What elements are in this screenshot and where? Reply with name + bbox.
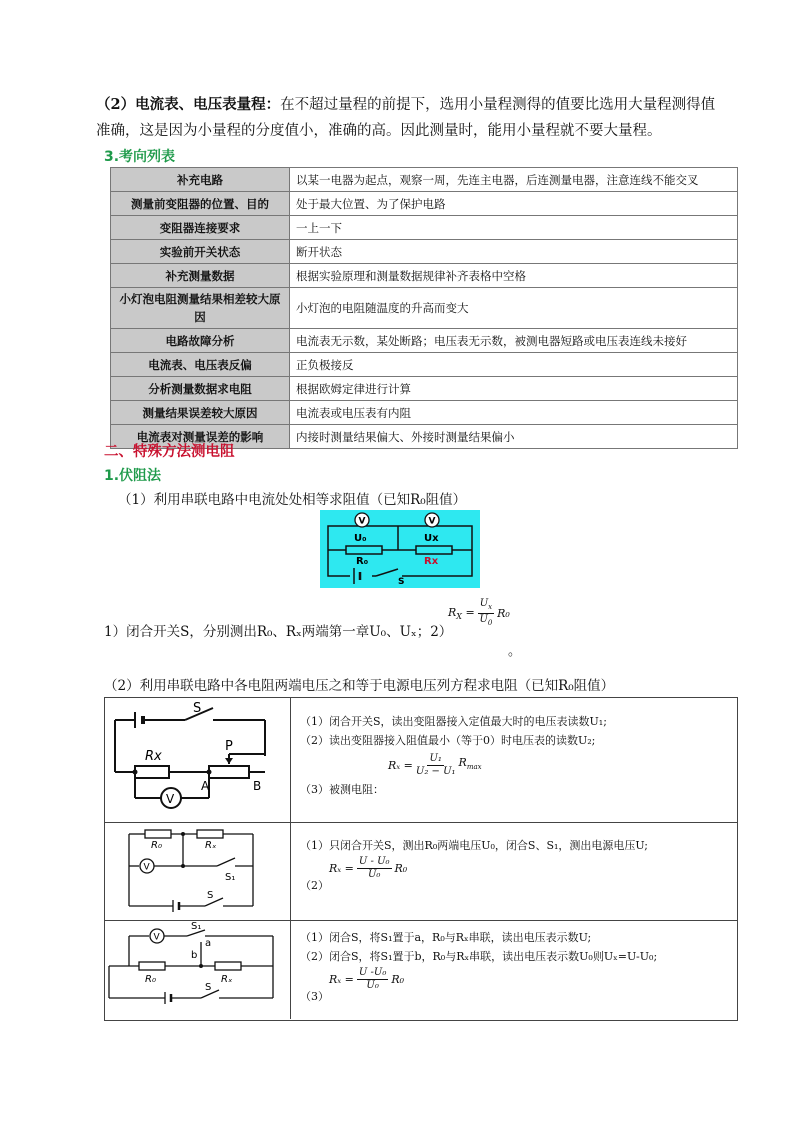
table-row: [111, 401, 738, 425]
table-key: 电路故障分析: [111, 329, 290, 353]
circuit-2-diagram: [105, 698, 290, 822]
intro-text: 在不超过量程的前提下，选用小量程测得的值要比选用大量程测得值准确，这是因为小量程的分度值小，准确的高。因此测量时，能用小量程就不要大量程。: [96, 97, 716, 139]
table-row: [111, 216, 738, 240]
svg-text:A: A: [201, 779, 210, 793]
table-value: 电流表无示数，某处断路；电压表无示数，被测电器短路或电压表连线未接好: [290, 329, 738, 353]
row1-step3: （3）被测电阻：: [300, 783, 384, 796]
row2-step1: （1）只闭合开关S，测出R₀两端电压U₀，闭合S、S₁，测出电源电压U;: [300, 839, 648, 852]
svg-text:V: V: [153, 932, 160, 943]
table-row: [111, 377, 738, 401]
svg-text:P: P: [225, 739, 233, 754]
table-value: 根据实验原理和测量数据规律补齐表格中空格: [290, 264, 738, 288]
svg-text:Rx: Rx: [145, 749, 162, 764]
row2-step2: （2） Rₓ = $\frac{\text{U - U₀}}{\text{U₀}}$ R₀: [300, 855, 408, 892]
section-3-title: 3.考向列表: [104, 149, 176, 165]
formula-rx-diff-1: Rₓ = $\frac{\text{U - U₀}}{\text{U₀}}$ R₀: [329, 855, 408, 880]
method-table: [104, 697, 738, 1021]
circuit-1-diagram: [320, 510, 480, 588]
method-1-title: （1）利用串联电路中电流处处相等求阻值（已知R₀阻值）: [118, 492, 467, 508]
table-value: 处于最大位置、为了保护电路: [290, 192, 738, 216]
r0-label: R₀: [356, 556, 369, 567]
table-row: [111, 288, 738, 329]
table-value: 内接时测量结果偏大、外接时测量结果偏小: [290, 425, 738, 449]
s-label: S: [398, 577, 405, 587]
svg-text:V: V: [166, 792, 175, 806]
svg-text:V: V: [143, 862, 150, 873]
svg-text:R₀: R₀: [151, 840, 162, 851]
row1-step1: （1）闭合开关S，读出变阻器接入定值最大时的电压表读数U₁;: [300, 715, 607, 728]
svg-text:Rₓ: Rₓ: [205, 840, 217, 851]
v-label-1: V: [358, 516, 366, 527]
table-key: 变阻器连接要求: [111, 216, 290, 240]
svg-text:S: S: [193, 701, 202, 716]
sub-1-title: 1.伏阻法: [104, 468, 162, 484]
table-row: [111, 240, 738, 264]
table-key: 补充电路: [111, 168, 290, 192]
svg-text:S: S: [207, 890, 214, 901]
svg-text:S₁: S₁: [191, 921, 202, 932]
table-row: [111, 353, 738, 377]
table-key: 分析测量数据求电阻: [111, 377, 290, 401]
circuit-3-diagram: [105, 822, 290, 920]
table-value: 小灯泡的电阻随温度的升高而变大: [290, 288, 738, 329]
row3-step3: （3） Rₓ = $\frac{\text{U -U₀}}{\text{U₀}}$ R₀: [300, 966, 405, 1003]
method-row-1: [105, 698, 737, 823]
table-value: 根据欧姆定律进行计算: [290, 377, 738, 401]
table-key: 电流表对测量误差的影响: [111, 425, 290, 449]
row3-step2: （2）闭合S，将S₁置于b，R₀与Rₓ串联，读出电压表示数U₀则Uₓ=U-U₀;: [300, 950, 658, 963]
v-label-2: V: [428, 516, 436, 527]
u0-label: U₀: [354, 533, 367, 544]
formula-rx-diff-2: Rₓ = $\frac{\text{U -U₀}}{\text{U₀}}$ R₀: [329, 966, 405, 991]
period-mark: 。: [508, 644, 522, 659]
table-row: [111, 168, 738, 192]
row3-step1: （1）闭合S，将S₁置于a，R₀与Rₓ串联，读出电压表示数U;: [300, 931, 592, 944]
formula-rx-max: Rₓ = $\frac{\text{U₁}}{\text{U₂ − U₁}}$ $R_{max}$: [388, 752, 482, 777]
svg-text:a: a: [205, 938, 212, 949]
table-row: [111, 264, 738, 288]
svg-text:S: S: [205, 982, 212, 993]
table-key: 实验前开关状态: [111, 240, 290, 264]
ux-label: Ux: [424, 533, 439, 544]
table-row: [111, 192, 738, 216]
method-row-2: [105, 822, 737, 921]
intro-paragraph: [96, 92, 728, 144]
table-key: 补充测量数据: [111, 264, 290, 288]
intro-label: （2）电流表、电压表量程：: [96, 96, 281, 113]
svg-text:Rₓ: Rₓ: [221, 974, 233, 985]
table-value: 一上一下: [290, 216, 738, 240]
section-2-title: 二、特殊方法测电阻: [104, 444, 235, 460]
table-value: 电流表或电压表有内阻: [290, 401, 738, 425]
table-key: 测量结果误差较大原因: [111, 401, 290, 425]
svg-text:b: b: [191, 950, 198, 961]
rx-label: Rx: [424, 556, 439, 567]
table-value: 断开状态: [290, 240, 738, 264]
table-value: 以某一电器为起点，观察一周，先连主电器，后连测量电器，注意连线不能交叉: [290, 168, 738, 192]
method-row-3: [105, 920, 737, 1019]
row1-step2: （2）读出变阻器接入阻值最小（等于0）时电压表的读数U₂;: [300, 734, 596, 747]
table-key: 测量前变阻器的位置、目的: [111, 192, 290, 216]
method-1-step: 1）闭合开关S，分别测出R₀、Rₓ两端第一章U₀、Uₓ；2）: [104, 624, 453, 640]
formula-rx-ratio: $R_X$ = $\frac{U_x}{U_0}$ R₀: [448, 598, 510, 627]
svg-text:R₀: R₀: [145, 974, 156, 985]
svg-text:S₁: S₁: [225, 872, 236, 883]
table-value: 正负极接反: [290, 353, 738, 377]
table-key: 小灯泡电阻测量结果相差较大原因: [111, 288, 290, 329]
method-2-title: （2）利用串联电路中各电阻两端电压之和等于电源电压列方程求电阻（已知R₀阻值）: [104, 678, 615, 694]
table-row: [111, 329, 738, 353]
table-key: 电流表、电压表反偏: [111, 353, 290, 377]
svg-text:B: B: [253, 779, 262, 793]
circuit-4-diagram: [105, 920, 290, 1019]
exam-points-table: [110, 167, 738, 449]
